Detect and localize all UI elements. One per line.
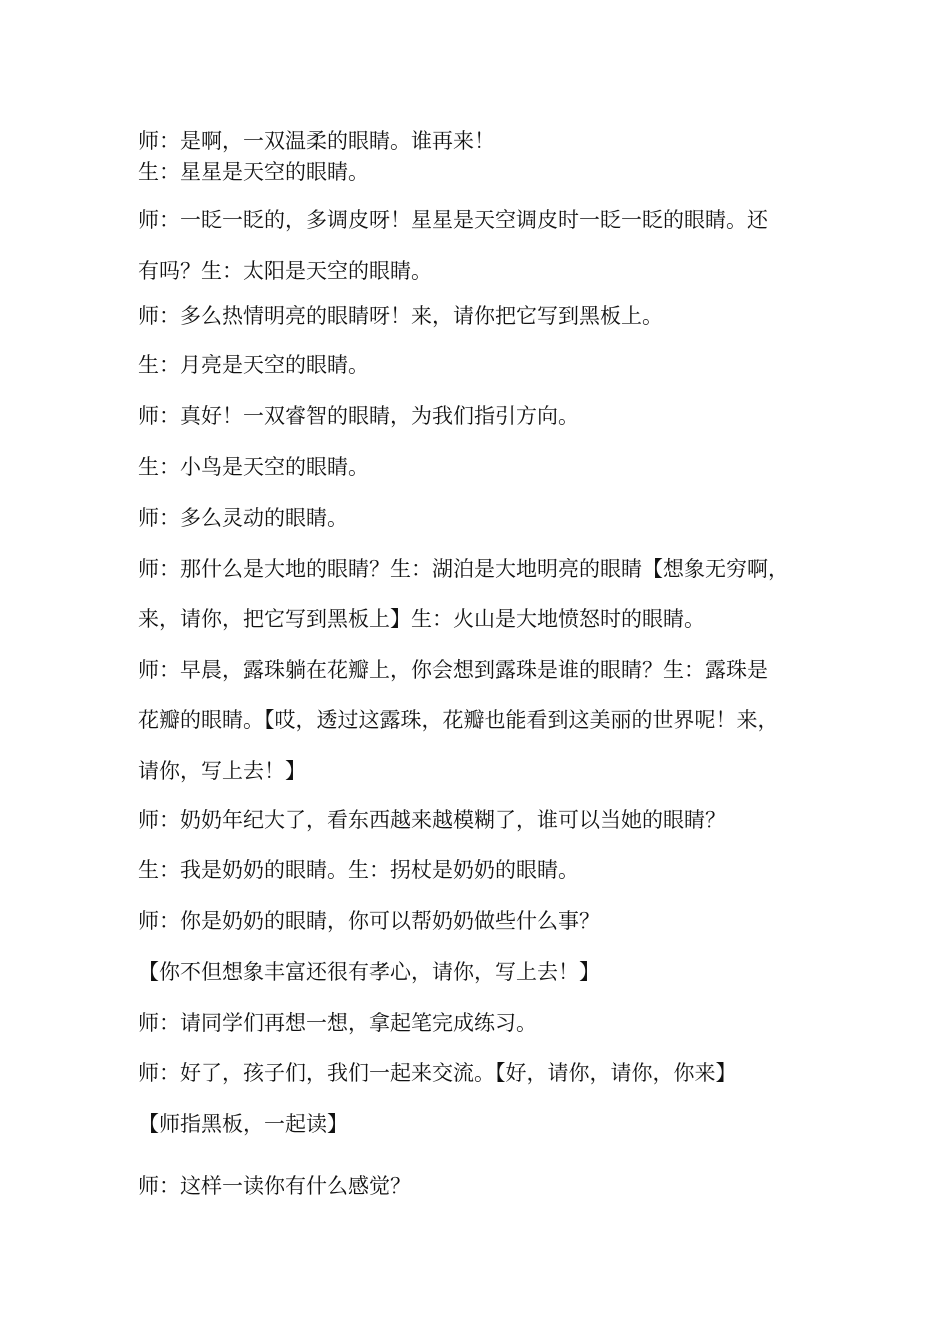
- text-line-19: 师：请同学们再想一想，拿起笔完成练习。: [138, 1011, 537, 1035]
- text-line-21: 【师指黑板，一起读】: [138, 1112, 348, 1136]
- text-line-17: 师：你是奶奶的眼睛，你可以帮奶奶做些什么事？: [138, 909, 600, 933]
- text-line-7: 师：真好！一双睿智的眼睛，为我们指引方向。: [138, 404, 579, 428]
- text-line-1: 师：是啊，一双温柔的眼睛。谁再来！: [138, 129, 495, 153]
- text-line-20: 师：好了，孩子们，我们一起来交流。【好，请你，请你，你来】: [138, 1061, 737, 1085]
- text-line-8: 生：小鸟是天空的眼睛。: [138, 455, 369, 479]
- text-line-12: 师：早晨，露珠躺在花瓣上，你会想到露珠是谁的眼睛？生：露珠是: [138, 658, 768, 682]
- text-line-5: 师：多么热情明亮的眼睛呀！来，请你把它写到黑板上。: [138, 304, 663, 328]
- text-line-6: 生：月亮是天空的眼睛。: [138, 353, 369, 377]
- text-line-3: 师：一眨一眨的，多调皮呀！星星是天空调皮时一眨一眨的眼睛。还: [138, 208, 768, 232]
- text-line-2: 生：星星是天空的眼睛。: [138, 160, 369, 184]
- text-line-14: 请你，写上去！】: [138, 759, 306, 783]
- text-line-16: 生：我是奶奶的眼睛。生：拐杖是奶奶的眼睛。: [138, 858, 579, 882]
- text-line-4: 有吗？生：太阳是天空的眼睛。: [138, 259, 432, 283]
- text-line-11: 来，请你，把它写到黑板上】生：火山是大地愤怒时的眼睛。: [138, 607, 705, 631]
- text-line-10: 师：那什么是大地的眼睛？生：湖泊是大地明亮的眼睛【想象无穷啊，: [138, 557, 789, 581]
- text-line-9: 师：多么灵动的眼睛。: [138, 506, 348, 530]
- text-line-15: 师：奶奶年纪大了，看东西越来越模糊了，谁可以当她的眼睛？: [138, 808, 726, 832]
- text-line-22: 师：这样一读你有什么感觉？: [138, 1174, 411, 1198]
- text-line-18: 【你不但想象丰富还很有孝心，请你，写上去！】: [138, 960, 600, 984]
- text-line-13: 花瓣的眼睛。【哎，透过这露珠，花瓣也能看到这美丽的世界呢！来，: [138, 708, 779, 732]
